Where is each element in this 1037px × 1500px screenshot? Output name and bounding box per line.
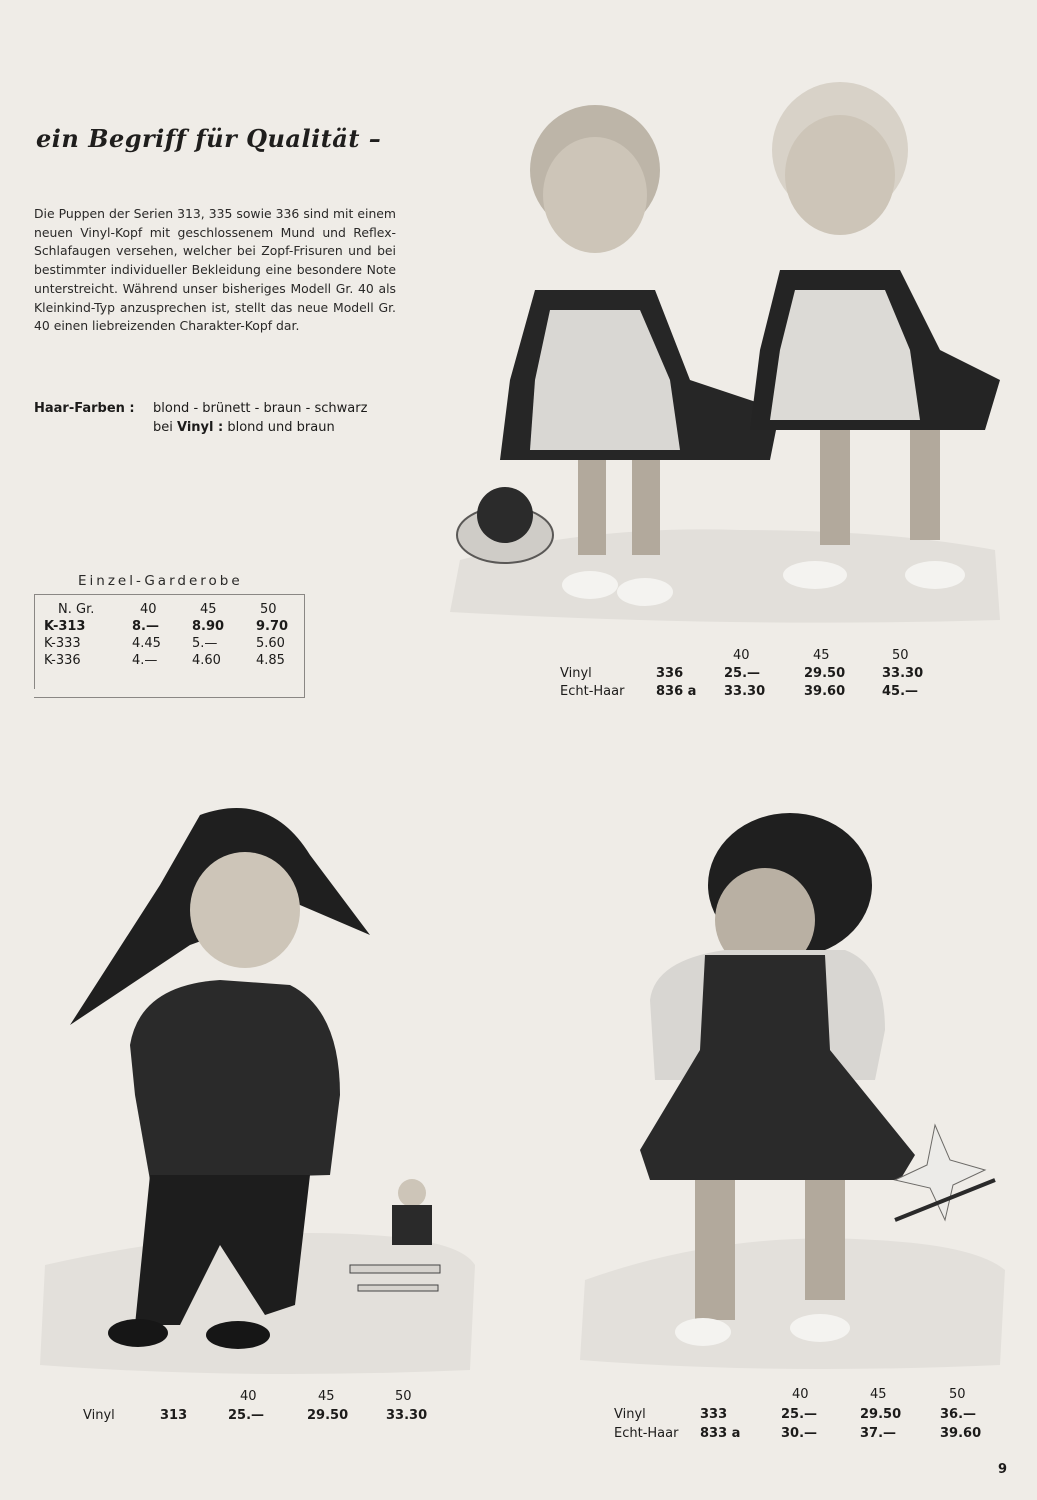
price-value: 29.50 (307, 1408, 349, 1423)
page-number: 9 (998, 1462, 1008, 1477)
doll-photo-333 (575, 800, 1010, 1375)
wardrobe-header-50: 50 (260, 602, 277, 617)
wardrobe-header-40: 40 (140, 602, 157, 617)
wardrobe-cell: 8.90 (192, 619, 225, 634)
wardrobe-cell: 4.— (132, 653, 158, 668)
price-333-row-code: 833 a (700, 1426, 741, 1441)
price-313-row-label: Vinyl (83, 1408, 115, 1423)
price-value: 25.— (781, 1407, 818, 1422)
edelweiss-flower-icon (895, 1125, 995, 1220)
price-333-size-40: 40 (792, 1387, 809, 1402)
price-313-size-50: 50 (395, 1389, 412, 1404)
wardrobe-header-45: 45 (200, 602, 217, 617)
intro-paragraph: Die Puppen der Serien 313, 335 sowie 336 sind mit einem neuen Vinyl-Kopf mit geschlossenem Mund und Reflex-Schlafaugen versehen, welcher bei Zopf-Frisuren und bei bestimmter individueller Bekleidung eine besondere Note unterstreicht. Während unser bisheriges Modell Gr. 40 als Kleinkind-Typ anzusprechen ist, stellt das neue Modell Gr. 40 einen liebreizenden Charakter-Kopf dar. (34, 206, 396, 334)
price-value: 36.— (940, 1407, 977, 1422)
price-336-row-label: Echt-Haar (560, 684, 625, 699)
price-value: 29.50 (860, 1407, 902, 1422)
price-333-size-50: 50 (949, 1387, 966, 1402)
price-value: 33.30 (724, 684, 766, 699)
price-333-row-label: Vinyl (614, 1407, 646, 1422)
hair-line2-bold: Vinyl : (177, 420, 224, 435)
price-value: 37.— (860, 1426, 897, 1441)
wardrobe-row-code: K-313 (44, 619, 86, 634)
price-value: 25.— (228, 1408, 265, 1423)
price-value: 45.— (882, 684, 919, 699)
price-value: 30.— (781, 1426, 818, 1441)
wardrobe-cell: 4.85 (256, 653, 285, 668)
price-333-row-code: 333 (700, 1407, 728, 1422)
price-313-size-40: 40 (240, 1389, 257, 1404)
doll-photo-336 (440, 80, 1005, 625)
floor-shadow (580, 1238, 1005, 1369)
price-value: 33.30 (882, 666, 924, 681)
hair-line2-suffix: blond und braun (223, 420, 335, 435)
price-313-size-45: 45 (318, 1389, 335, 1404)
price-value: 25.— (724, 666, 761, 681)
wardrobe-row-code: K-336 (44, 653, 81, 668)
wardrobe-row-code: K-333 (44, 636, 81, 651)
wardrobe-title: Einzel-Garderobe (78, 573, 243, 589)
flowers-icon (477, 487, 533, 543)
price-336-row-code: 836 a (656, 684, 697, 699)
price-336-row-code: 336 (656, 666, 684, 681)
price-333-row-label: Echt-Haar (614, 1426, 679, 1441)
page-heading: ein Begriff für Qualität – (36, 124, 382, 153)
price-336-row-label: Vinyl (560, 666, 592, 681)
hair-colors-line2 (153, 418, 335, 437)
wardrobe-cell: 5.60 (256, 636, 285, 651)
price-333-size-45: 45 (870, 1387, 887, 1402)
price-value: 39.60 (804, 684, 846, 699)
wardrobe-table-left-rule (34, 595, 35, 689)
hair-colors-label: Haar-Farben : (34, 401, 135, 416)
price-value: 29.50 (804, 666, 846, 681)
hair-colors-line1: blond - brünett - braun - schwarz (153, 401, 368, 416)
wardrobe-cell: 4.60 (192, 653, 221, 668)
price-336-size-40: 40 (733, 648, 750, 663)
wardrobe-cell: 8.— (132, 619, 159, 634)
wardrobe-cell: 5.— (192, 636, 218, 651)
wardrobe-cell: 9.70 (256, 619, 289, 634)
price-336-size-45: 45 (813, 648, 830, 663)
wardrobe-cell: 4.45 (132, 636, 161, 651)
price-value: 39.60 (940, 1426, 982, 1441)
wardrobe-header-size: N. Gr. (58, 602, 95, 617)
doll-photo-313 (40, 795, 480, 1380)
hair-line2-prefix: bei (153, 420, 177, 435)
wardrobe-table (34, 594, 305, 698)
price-336-size-50: 50 (892, 648, 909, 663)
doll-right (750, 82, 1000, 589)
price-value: 33.30 (386, 1408, 428, 1423)
price-313-row-code: 313 (160, 1408, 188, 1423)
